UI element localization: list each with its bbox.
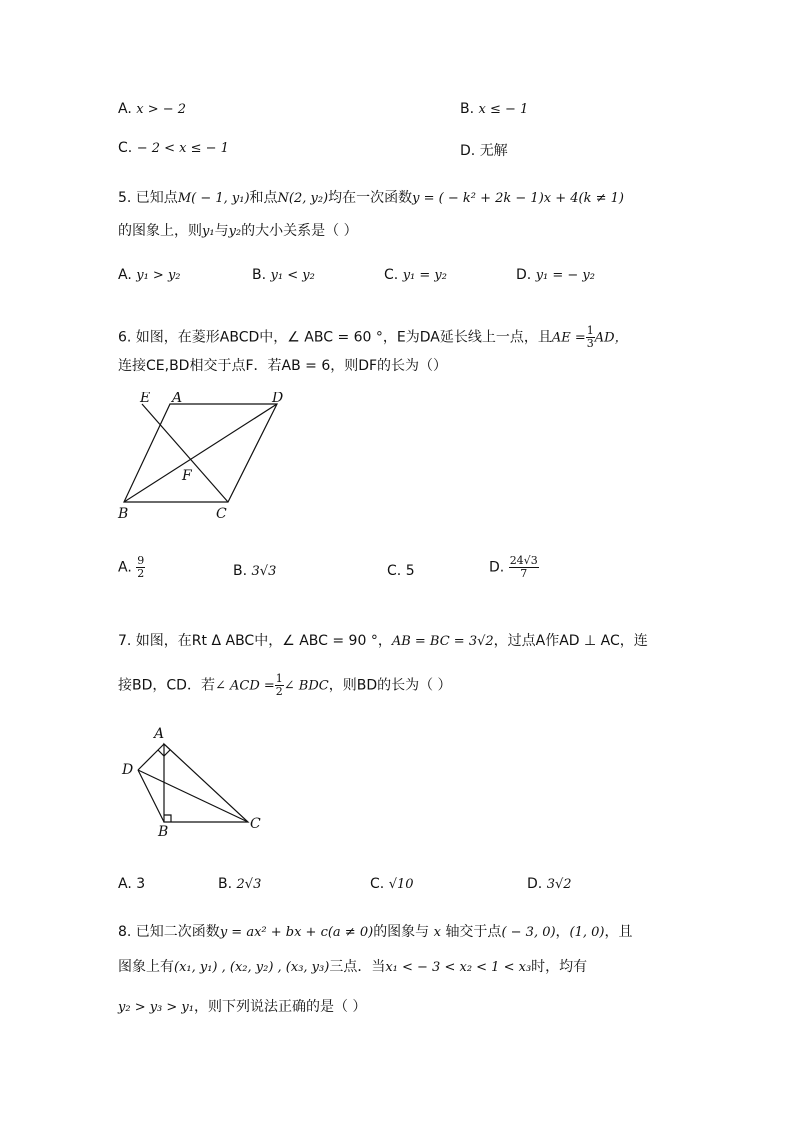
label-C: C [216, 506, 227, 522]
q6-stem-line1: 6. 如图，在菱形ABCD中，∠ ABC = 60 °，E为DA延长线上一点，且AE = $\frac{1}{3}$ AD， [118, 324, 628, 350]
q4-option-c: C. − 2 < x ≤ − 1 [118, 140, 229, 156]
q6-option-d: D. $\frac{24√3}{7}$ [489, 554, 538, 580]
q7-option-a: A. 3 [118, 876, 146, 892]
q6-rhombus-figure [112, 392, 292, 522]
q4-option-a: A. x > − 2 [118, 101, 187, 117]
q7-triangle-figure [118, 724, 268, 840]
label-E: E [140, 392, 151, 406]
q7-stem-line1: 7. 如图，在Rt Δ ABC中，∠ ABC = 90 °，AB = BC = 3√2，过点A作AD ⊥ AC，连 [118, 633, 648, 649]
q7-option-b: B. 2√3 [218, 876, 262, 892]
label-D: D [122, 762, 134, 778]
q7-option-d: D. 3√2 [527, 876, 572, 892]
q4-option-d: D. 无解 [460, 143, 508, 159]
q5-stem-line2: 的图象上，则y₁与y₂的大小关系是（ ） [118, 223, 358, 239]
q8-stem-line2: 图象上有(x₁, y₁) , (x₂, y₂) , (x₃, y₃)三点．当x₁ < − 3 < x₂ < 1 < x₃时，均有 [118, 959, 588, 975]
q5-option-d: D. y₁ = − y₂ [516, 267, 595, 283]
q7-stem-line2: 接BD，CD．若∠ ACD = $\frac{1}{2}$ ∠ BDC，则BD的长为（ ） [118, 672, 452, 698]
q5-option-a: A. y₁ > y₂ [118, 267, 181, 283]
q6-stem-line2: 连接CE,BD相交于点F．若AB = 6，则DF的长为（） [118, 358, 448, 374]
q6-option-a: A. $\frac{9}{2}$ [118, 554, 145, 580]
label-A: A [172, 392, 183, 406]
label-F: F [182, 468, 192, 484]
label-C: C [250, 816, 261, 832]
label-B: B [158, 824, 169, 840]
q7-option-c: C. √10 [370, 876, 414, 892]
label-D: D [272, 392, 284, 406]
q6-option-b: B. 3√3 [233, 563, 277, 579]
label-B: B [118, 506, 129, 522]
q8-stem-line3: y₂ > y₃ > y₁，则下列说法正确的是（ ） [118, 999, 367, 1015]
q5-stem-line1: 5. 已知点M( − 1, y₁)和点N(2, y₂)均在一次函数y = ( − k² + 2k − 1)x + 4(k ≠ 1) [118, 190, 624, 206]
q8-stem-line1: 8. 已知二次函数y = ax² + bx + c(a ≠ 0)的图象与 x 轴交于点( − 3, 0)，(1, 0)，且 [118, 924, 633, 940]
label-A: A [154, 726, 165, 742]
q5-option-b: B. y₁ < y₂ [252, 267, 315, 283]
q6-option-c: C. 5 [387, 563, 415, 579]
q4-option-b: B. x ≤ − 1 [460, 101, 529, 117]
q5-option-c: C. y₁ = y₂ [384, 267, 447, 283]
